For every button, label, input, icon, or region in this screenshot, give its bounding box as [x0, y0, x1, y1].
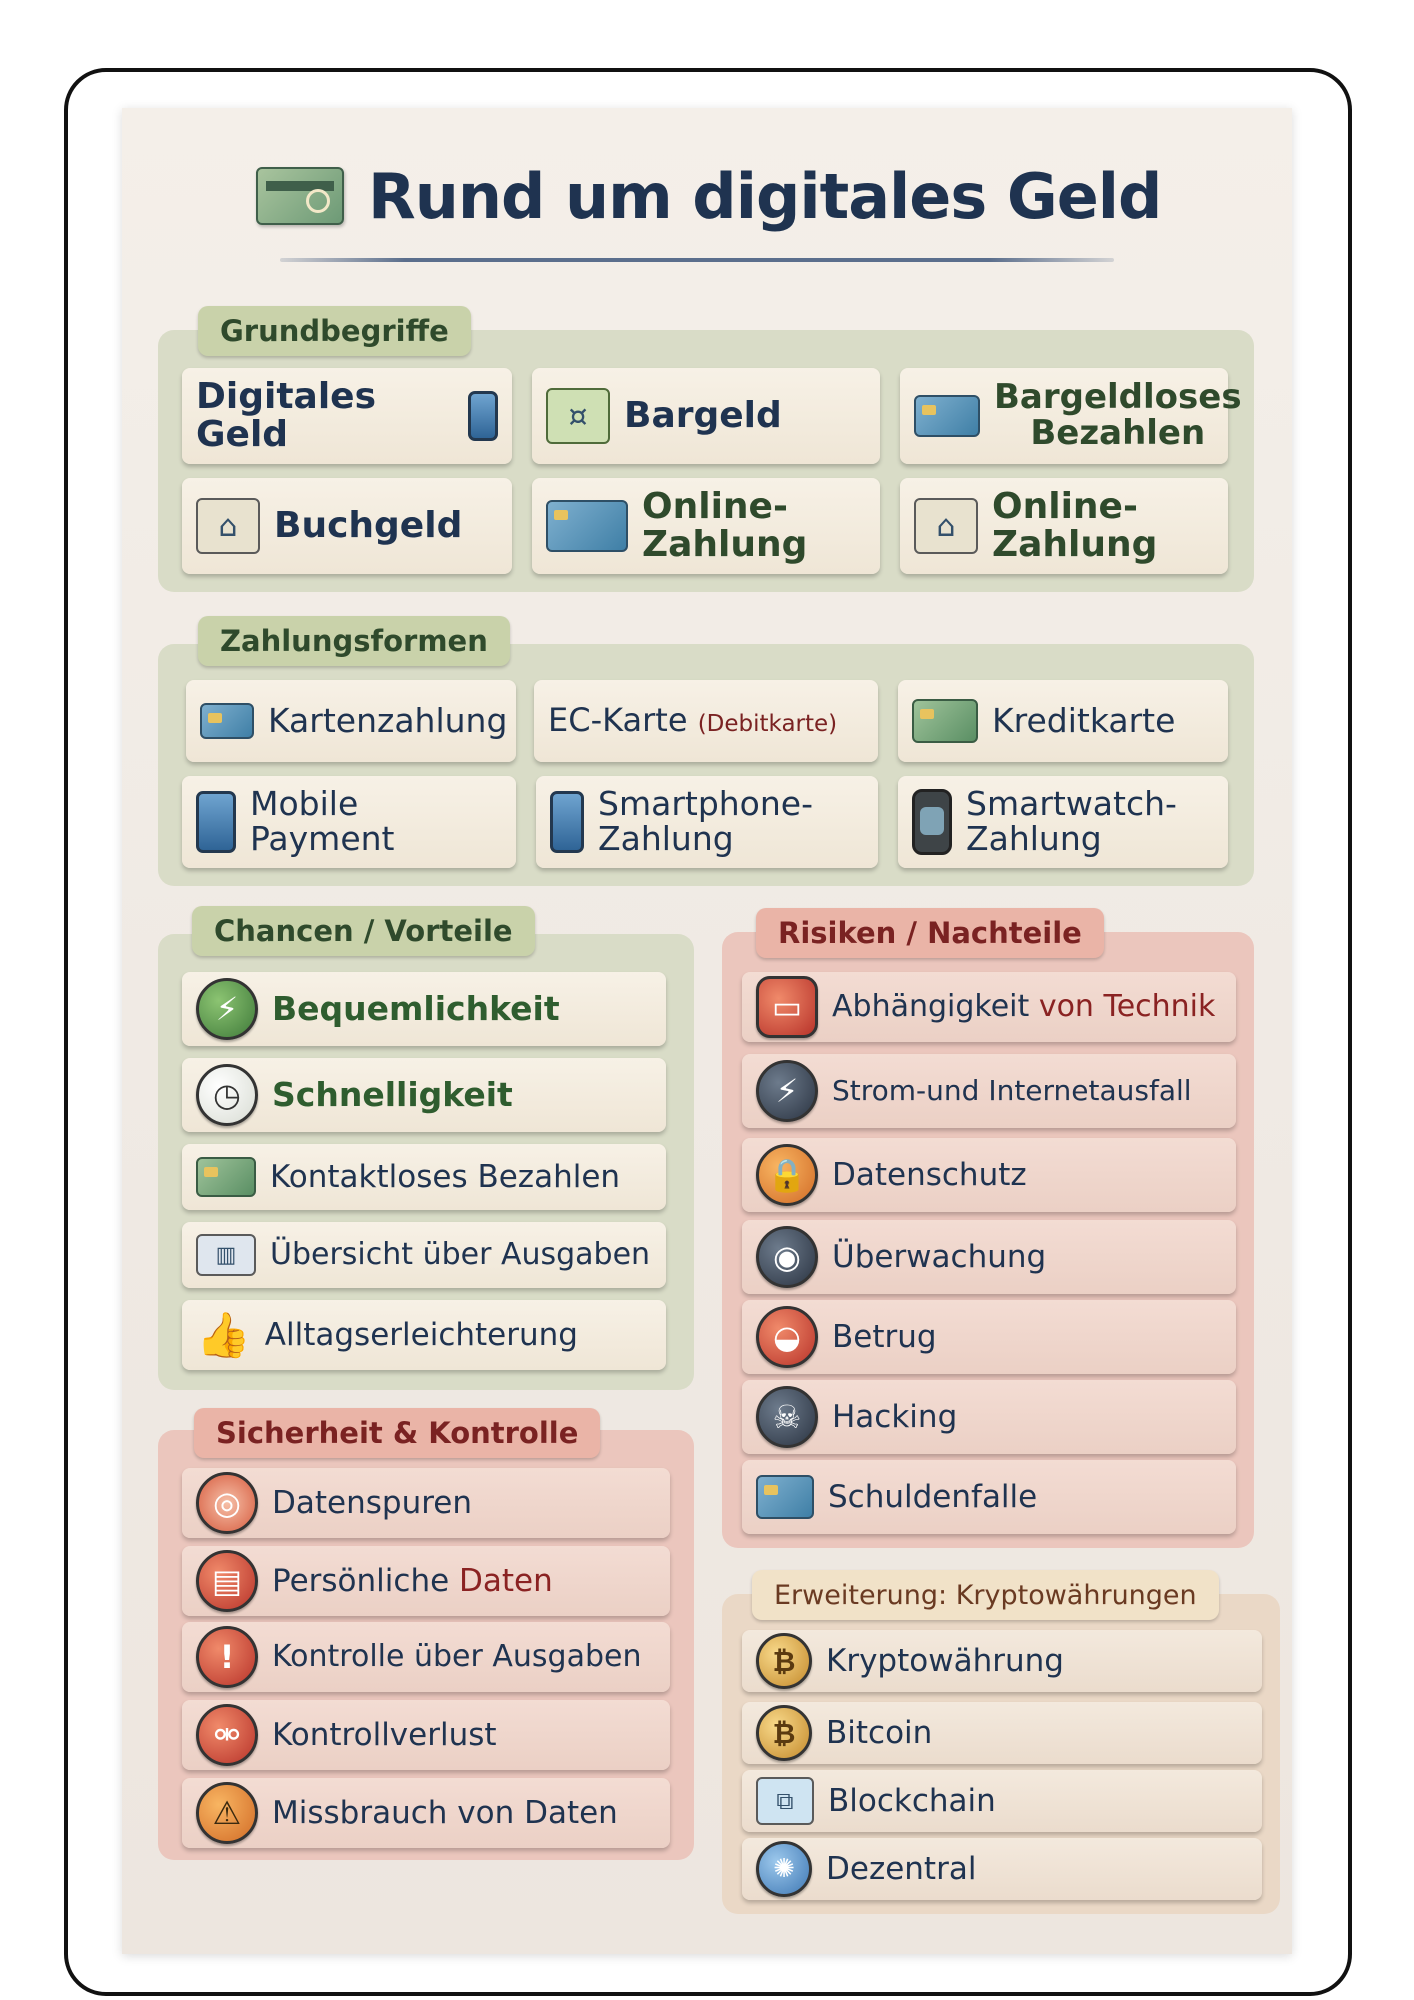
card-label — [832, 991, 1215, 1023]
card-label: Überwachung — [832, 1238, 1047, 1275]
card-label: Alltagserleichterung — [264, 1316, 578, 1353]
card-dezentral[interactable] — [742, 1838, 1262, 1900]
card-label: Strom-und Internetausfall — [832, 1074, 1192, 1108]
broken-chain-icon: ⚮ — [196, 1704, 258, 1766]
card-label: Buchgeld — [274, 505, 463, 547]
card-alltagserleichterung[interactable] — [182, 1300, 666, 1370]
ec-karte-note: (Debitkarte) — [697, 711, 838, 738]
card-uebersicht-ausgaben[interactable] — [182, 1222, 666, 1288]
card-missbrauch[interactable] — [182, 1778, 670, 1848]
card-kartenzahlung[interactable] — [186, 680, 516, 762]
card-smartphone-zahlung[interactable] — [536, 776, 878, 868]
card-online-zahlung-2[interactable] — [900, 478, 1228, 574]
card-schnelligkeit[interactable] — [182, 1058, 666, 1132]
card-label — [548, 701, 838, 740]
card-label: Kontrolle über Ausgaben — [272, 1639, 642, 1675]
crypto-coin-icon: ₿ — [756, 1633, 812, 1689]
cash-coins-icon: ¤ — [546, 388, 610, 444]
credit-card-icon — [256, 167, 344, 225]
smartwatch-icon — [912, 789, 952, 855]
thumbs-up-icon: 👍 — [196, 1310, 251, 1361]
card-label: Hacking — [832, 1398, 958, 1435]
title-divider — [280, 258, 1114, 262]
card-kryptowaehrung[interactable] — [742, 1630, 1262, 1692]
card-label: Bequemlichkeit — [272, 988, 560, 1028]
card-label: Blockchain — [828, 1782, 996, 1819]
card-buchgeld[interactable] — [182, 478, 512, 574]
skull-icon: ☠ — [756, 1386, 818, 1448]
ec-karte-text: EC-Karte — [548, 701, 688, 740]
card-label: Digitales Geld — [196, 376, 377, 455]
card-bitcoin[interactable] — [742, 1702, 1262, 1764]
card-ueberwachung[interactable] — [742, 1220, 1236, 1294]
debt-cards-icon — [756, 1475, 814, 1519]
card-smartwatch-zahlung[interactable] — [898, 776, 1228, 868]
eye-icon: ◉ — [756, 1226, 818, 1288]
card-label — [272, 1562, 553, 1599]
card-label: Kontrollverlust — [272, 1716, 497, 1753]
padlock-icon: 🔒 — [756, 1144, 818, 1206]
smartphone-icon — [550, 791, 584, 853]
card-bargeld[interactable] — [532, 368, 880, 464]
online-card-icon — [546, 500, 628, 552]
card-persoenliche-daten[interactable] — [182, 1546, 670, 1616]
card-bargeldloses-bezahlen[interactable] — [900, 368, 1242, 464]
card-kreditkarte[interactable] — [898, 680, 1228, 762]
card-label: Kryptowährung — [826, 1642, 1064, 1679]
network-globe-icon: ✺ — [756, 1841, 812, 1897]
exclamation-icon: ! — [196, 1626, 258, 1688]
contactless-card-icon — [196, 1157, 256, 1197]
card-label: Kreditkarte — [992, 700, 1176, 740]
card-online-zahlung-1[interactable] — [532, 478, 880, 574]
card-label: Bargeld — [624, 395, 782, 437]
card-ec-karte[interactable] — [534, 680, 878, 762]
card-label: Online-Zahlung — [992, 486, 1158, 565]
page-title: Rund um digitales Geld — [368, 159, 1162, 233]
card-blockchain[interactable] — [742, 1770, 1262, 1832]
clock-icon: ◷ — [196, 1064, 258, 1126]
card-label: Datenspuren — [272, 1484, 473, 1521]
fingerprint-icon: ◎ — [196, 1472, 258, 1534]
section-header-sicherheit: Sicherheit & Kontrolle — [194, 1408, 600, 1458]
card-label: Schnelligkeit — [272, 1074, 513, 1114]
battery-icon: ▭ — [756, 976, 818, 1038]
bitcoin-icon: ₿ — [756, 1705, 812, 1761]
card-stromausfall[interactable] — [742, 1054, 1236, 1128]
card-icon — [200, 703, 254, 739]
power-plug-icon: ⚡ — [756, 1060, 818, 1122]
label-part-2: Daten — [459, 1562, 553, 1599]
section-header-risiken: Risiken / Nachteile — [756, 908, 1104, 958]
label-part-1: Persönliche — [272, 1562, 450, 1599]
card-digitales-geld[interactable] — [182, 368, 512, 464]
card-betrug[interactable] — [742, 1300, 1236, 1374]
thief-icon: ◒ — [756, 1306, 818, 1368]
card-hacking[interactable] — [742, 1380, 1236, 1454]
title-block — [256, 156, 1161, 236]
card-bequemlichkeit[interactable] — [182, 972, 666, 1046]
label-part-1: Abhängigkeit — [832, 989, 1030, 1025]
section-header-grundbegriffe: Grundbegriffe — [198, 306, 471, 356]
blockchain-icon: ⧉ — [756, 1777, 814, 1825]
card-label: Smartwatch-Zahlung — [966, 784, 1177, 858]
card-abhaengigkeit[interactable] — [742, 972, 1236, 1042]
section-header-krypto: Erweiterung: Kryptowährungen — [752, 1570, 1219, 1620]
card-label: Missbrauch von Daten — [272, 1794, 618, 1831]
card-label: Kartenzahlung — [268, 700, 508, 740]
card-mobile-payment[interactable] — [182, 776, 516, 868]
card-label: Datenschutz — [832, 1156, 1027, 1193]
card-label: Kontaktloses Bezahlen — [270, 1158, 621, 1195]
card-label: Mobile Payment — [250, 784, 395, 858]
label-part-2: von Technik — [1038, 989, 1216, 1025]
card-label: Smartphone-Zahlung — [598, 784, 813, 858]
card-label: Übersicht über Ausgaben — [270, 1237, 651, 1273]
card-schuldenfalle[interactable] — [742, 1460, 1236, 1534]
card-label: Online-Zahlung — [642, 486, 808, 565]
id-card-icon: ▤ — [196, 1550, 258, 1612]
bank-building-icon: ⌂ — [196, 498, 260, 554]
mobile-phone-icon — [196, 791, 236, 853]
lightning-bolt-icon: ⚡ — [196, 978, 258, 1040]
chart-overview-icon: ▥ — [196, 1234, 256, 1276]
bank-icon: ⌂ — [914, 498, 978, 554]
card-label: Dezentral — [826, 1850, 977, 1887]
section-header-zahlungsformen: Zahlungsformen — [198, 616, 510, 666]
card-datenspuren[interactable] — [182, 1468, 670, 1538]
card-kontrollverlust[interactable] — [182, 1700, 670, 1770]
card-label: Schuldenfalle — [828, 1478, 1038, 1515]
card-label: Betrug — [832, 1318, 937, 1355]
warning-triangle-icon: ⚠ — [196, 1782, 258, 1844]
card-label: Bargeldloses Bezahlen — [994, 377, 1242, 453]
card-payment-icon — [914, 395, 980, 437]
section-header-chancen: Chancen / Vorteile — [192, 906, 535, 956]
phone-wallet-icon — [468, 391, 498, 441]
card-label: Bitcoin — [826, 1714, 933, 1751]
card-kontaktloses-bezahlen[interactable] — [182, 1144, 666, 1210]
credit-card-icon — [912, 699, 978, 743]
card-kontrolle-ausgaben[interactable] — [182, 1622, 670, 1692]
card-datenschutz[interactable] — [742, 1138, 1236, 1212]
